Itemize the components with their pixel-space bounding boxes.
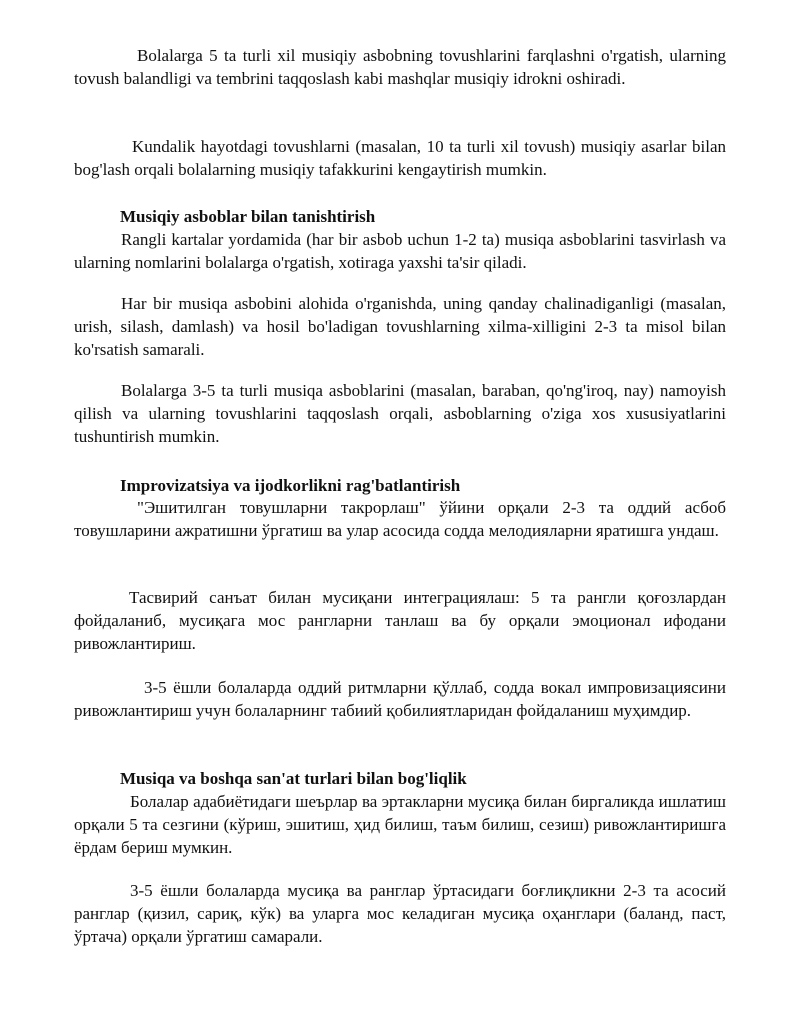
paragraph-colors-music: 3-5 ёшли болаларда мусиқа ва ранглар ўртасидаги боғлиқликни 2-3 та асосий ранглар (қизил, сариқ, кўк) ва уларга мос келадиган мусиқа оҳанглари (баланд, паст, ўртача) орқали ўргатиш самарали. — [74, 881, 726, 946]
heading-improvisation: Improvizatsiya va ijodkorlikni rag'batlantirish — [120, 476, 461, 495]
paragraph-rhythm-vocal: 3-5 ёшли болаларда оддий ритмларни қўллаб, содда вокал импровизациясини ривожлантириш учун болаларнинг табиий қобилиятларидан фойдаланиш муҳимдир. — [74, 678, 726, 720]
paragraph-instrument-sounds: Bolalarga 5 ta turli xil musiqiy asbobning tovushlarini farqlashni o'rgatish, ularning tovush balandligi va tembrini taqqoslash kabi mashqlar musiqiy idrokni oshiradi. — [74, 46, 726, 88]
paragraph-repeat-sounds-game: "Эшитилган товушларни такрорлаш" ўйини орқали 2-3 та оддий асбоб товушларини ажратишни ўргатиш ва улар асосида содда мелодияларни яратишга ундаш. — [74, 498, 726, 540]
heading-instruments-intro: Musiqiy asboblar bilan tanishtirish — [120, 207, 376, 226]
paragraph-everyday-sounds: Kundalik hayotdagi tovushlarni (masalan, 10 ta turli xil tovush) musiqiy asarlar bilan bog'lash orqali bolalarning musiqiy tafakkurini kengaytirish mumkin. — [74, 137, 726, 179]
paragraph-color-cards: Rangli kartalar yordamida (har bir asbob uchun 1-2 ta) musiqa asboblarini tasvirlash va ularning nomlarini bolalarga o'rgatish, xotiraga yaxshi ta'sir qiladi. — [74, 230, 726, 272]
heading-arts-connection: Musiqa va boshqa san'at turlari bilan bog'liqlik — [120, 769, 467, 788]
paragraph-compare-instruments: Bolalarga 3-5 ta turli musiqa asboblarini (masalan, baraban, qo'ng'iroq, nay) namoyish qilish va ularning tovushlarini taqqoslash orqali, asboblarning o'ziga xos xususiyatlarini tushuntirish mumkin. — [74, 381, 726, 446]
paragraph-art-integration: Тасвирий санъат билан мусиқани интеграциялаш: 5 та рангли қоғозлардан фойдаланиб, мусиқага мос рангларни танлаш ва бу орқали эмоционал ифодани ривожлантириш. — [74, 588, 726, 653]
paragraph-each-instrument: Har bir musiqa asbobini alohida o'rganishda, uning qanday chalinadiganligi (masalan, urish, silash, damlash) va hosil bo'ladigan tovushlarning xilma-xilligini 2-3 ta misol bilan ko'rsatish samarali. — [74, 294, 726, 359]
paragraph-literature-music: Болалар адабиётидаги шеърлар ва эртакларни мусиқа билан биргаликда ишлатиш орқали 5 та сезгини (кўриш, эшитиш, ҳид билиш, таъм билиш, сезиш) ривожлантиришга ёрдам бериш мумкин. — [74, 792, 726, 857]
